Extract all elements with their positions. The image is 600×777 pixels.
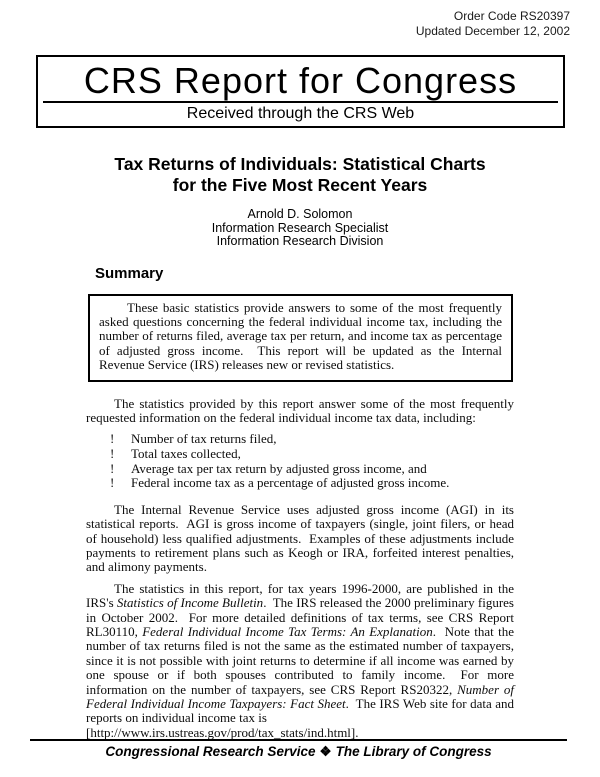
masthead-title: CRS Report for Congress bbox=[83, 60, 518, 101]
bullet-text: Federal income tax as a percentage of adjusted gross income. bbox=[131, 475, 450, 491]
list-item bbox=[110, 462, 514, 477]
report-title-line2: for the Five Most Recent Years bbox=[172, 175, 428, 195]
agi-paragraph: The Internal Revenue Service uses adjusted gross income (AGI) in its statistical reports. AGI is gross income of taxpayers (single, joint filers, or head of household) less qualified adjustments. Examples of these adjustments include payments to retirement plans such as Keogh or IRA, forfeited interest penalties, and alimony payments. bbox=[86, 501, 514, 575]
masthead-subtitle: Received through the CRS Web bbox=[186, 105, 415, 122]
bullet-text: Number of tax returns filed, bbox=[131, 431, 277, 447]
author-name: Arnold D. Solomon bbox=[247, 207, 353, 221]
bullet-marker: ! bbox=[110, 445, 115, 461]
bullet-text: Average tax per tax return by adjusted gross income, and bbox=[131, 460, 427, 476]
summary-text: These basic statistics provide answers to some of the most frequently asked questions concerning the federal individual income tax, including the number of returns filed, average tax per return, and income tax as percentage of adjusted gross income. This report will be updated as the Internal Revenue Service (IRS) releases new or revised statistics. bbox=[99, 299, 502, 373]
bullet-marker: ! bbox=[110, 460, 115, 476]
summary-box bbox=[88, 294, 513, 382]
bullet-list bbox=[86, 432, 514, 490]
sources-paragraph: The statistics in this report, for tax years 1996-2000, are published in the IRS's Statistics of Income Bulletin. The IRS released the 2000 preliminary figures in October 2002. For more detailed definitions of tax terms, see CRS Report RL30110, Federal Individual Income Tax Terms: An Explanation. Note that the number of tax returns filed is not the same as the estimated number of taxpayers, since it is not possible with joint returns to determine if all income was earned by one spouse or if both spouses contributed to family income. For more information on the number of taxpayers, see CRS Report RS20322, Number of Federal Individual Income Taxpayers: Fact Sheet. The IRS Web site for data and reports on individual income tax is [http://www.irs.ustreas.gov/prod/tax_stats/ind.html]. bbox=[86, 580, 515, 740]
author-block bbox=[0, 208, 600, 249]
report-title-line1: Tax Returns of Individuals: Statistical Charts bbox=[114, 154, 486, 174]
masthead-box bbox=[36, 55, 565, 128]
diamond-icon: ❖ bbox=[319, 744, 332, 759]
report-body bbox=[86, 397, 514, 741]
bullet-marker: ! bbox=[110, 431, 115, 447]
list-item bbox=[110, 432, 514, 447]
intro-paragraph: The statistics provided by this report answer some of the most frequently requested information on the federal individual income tax data, including: bbox=[86, 395, 514, 425]
page-footer bbox=[30, 739, 567, 760]
list-item bbox=[110, 447, 514, 462]
updated-date: Updated December 12, 2002 bbox=[415, 24, 570, 38]
bullet-text: Total taxes collected, bbox=[131, 445, 241, 461]
report-title bbox=[0, 154, 600, 196]
author-division: Information Research Division bbox=[216, 234, 384, 248]
author-role: Information Research Specialist bbox=[211, 220, 389, 235]
summary-heading: Summary bbox=[95, 264, 164, 282]
order-code-block bbox=[0, 0, 600, 39]
footer-library: The Library of Congress bbox=[335, 744, 492, 759]
order-code: Order Code RS20397 bbox=[453, 9, 570, 23]
list-item bbox=[110, 476, 514, 491]
bullet-marker: ! bbox=[110, 475, 115, 491]
footer-service: Congressional Research Service bbox=[105, 744, 316, 759]
